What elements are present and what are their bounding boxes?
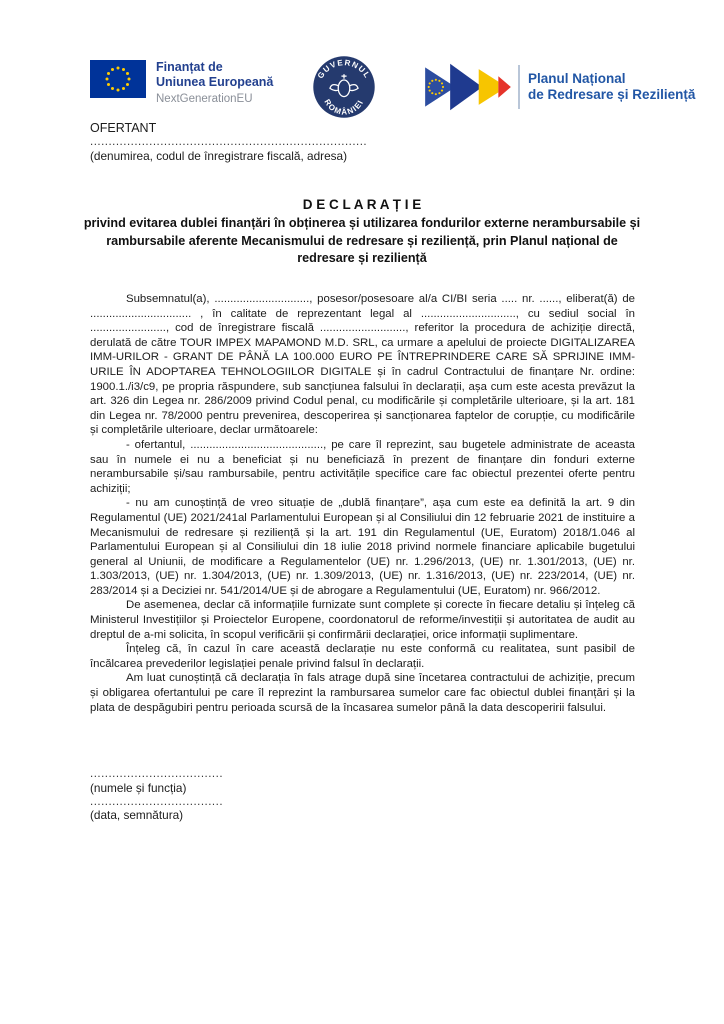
government-of-romania-seal-icon [312, 55, 376, 119]
declaration-title: D E C L A R A Ț I E [302, 197, 422, 212]
pnrr-logo-line2: de Redresare și Reziliență [528, 87, 696, 102]
paragraph-dubla-finantare: - nu am cunoștință de vreo situație de „dublă finanțare”, așa cum este ea definită la art. 9 din Regulamentul (UE) 2021/241al Parlamentului European și al Consiliului din 12 februarie 2021 de instituire a Mecanismului de redresare și reziliență și la art. 191 din Regulamentul (UE, Euratom) 2018/1.046 al Parlamentului European și al Consiliului din 18 iulie 2018 privind normele financiare aplicabile bugetului general al Uniunii, de modificare a Regulamentelor (UE) nr. 1.296/2013, (UE) nr. 1.301/2013, (UE) nr. 1.303/2013, (UE) nr. 1.304/2013, (UE) nr. 1.309/2013, (UE) nr. 1.316/2013, (UE) nr. 223/2014, (UE) nr. 283/2014 și a Deciziei nr. 541/2014/UE și de abrogare a Regulamentului (UE, Euratom) nr. 966/2012. [90, 497, 635, 597]
pnrr-arrows-icon [420, 62, 516, 112]
gov-seal-top-text: GUVERNUL [315, 58, 373, 81]
pnrr-logo-separator [518, 65, 520, 109]
signature-name-line: .................................... [90, 768, 224, 780]
paragraph-subsemnatul: Subsemnatul(a), .............................., posesor/posesoare al/a CI/BI seria ..... nr. ......, eliberat(ă) de ................................ , în calitate de reprezentant legal al .............................., cu sediul social în ........................, cod de înregistrare fiscală ..........................., referitor la procedura de achiziție directă, derulată de către TOUR IMPEX MAPAMOND M.D. SRL, ca urmare a apelului de proiecte DIGITALIZAREA IMM-URILOR - GRANT DE PÂNĂ LA 100.000 EURO PE ÎNTREPRINDERE CARE SĂ SPRIJINE IMM-URILE ÎN ADOPTAREA TEHNOLOGIILOR DIGITALE și în cadrul Contractului de finanțare Nr. ordine: 1900.1./i3/c9, pe propria răspundere, sub sancțiunea falsului în declarații, așa cum este acesta prevăzut la art. 326 din Legea nr. 286/2009 privind Codul penal, cu modificările și completările ulterioare, și la art. 181 din Legea nr. 78/2000 pentru prevenirea, descoperirea și sancționarea faptelor de corupție, cu modificările și completările ulterioare, declar următoarele: [90, 293, 635, 437]
signature-date-line: .................................... [90, 795, 224, 808]
paragraph-am-luat-cunostinta: Am luat cunoștință că declarația în fals atrage după sine încetarea contractului de achiziție, precum și obligarea ofertantului pe care îl reprezint la rambursarea sumelor care fac obiectul dublei finanțări și la plata de despăgubiri pentru perioada scursă de la încasarea sumelor până la data descoperirii falsului. [90, 672, 635, 714]
pnrr-logo-line1: Planul Național [528, 71, 626, 86]
eu-logo-line2: Uniunea Europeană [156, 75, 274, 89]
eu-flag-icon [90, 60, 146, 98]
paragraph-inteleg: Înțeleg că, în cazul în care această declarație nu este conformă cu realitatea, sunt pasibil de încălcarea prevederilor legislației penale privind falsul în declarații. [90, 643, 635, 670]
eu-logo-line1: Finanțat de [156, 60, 223, 74]
ofertant-dotted-line: ........................................................................... [90, 136, 368, 148]
paragraph-ofertantul: - ofertantul, .........................................., pe care îl reprezint, sau bugetele administrate de aceasta sau în numele ei nu a beneficiat și nu beneficiază în prezent de finanțare din fonduri externe nerambursabile și/sau rambursabile, pentru activitățile specifice care fac obiectul prezentei oferte pentru achiziții; [90, 438, 635, 495]
paragraph-de-asemenea: De asemenea, declar că informațiile furnizate sunt complete și corecte în fiecare detaliu și înțeleg că Ministerul Investițiilor și Proiectelor Europene, coordonatorul de reforme/investiții și autoritatea de audit au dreptul de a-mi solicita, în scopul verificării și confirmării declarației, orice informații suplimentare. [90, 599, 635, 641]
eu-logo-line3: NextGenerationEU [156, 93, 253, 105]
ofertant-caption: (denumirea, codul de înregistrare fiscală, adresa) [90, 149, 348, 163]
declaration-subtitle: privind evitarea dublei finanțări în obținerea și utilizarea fondurilor externe nerambursabile și rambursabile aferente Mecanismului de redresare și reziliență, prin Planul național de redresare și reziliență [83, 216, 641, 265]
signature-block [90, 768, 223, 823]
ofertant-label: OFERTANT [90, 121, 157, 135]
declaration-body [90, 292, 635, 715]
eu-funded-logo [90, 60, 273, 107]
eu-logo-text [156, 60, 273, 107]
signature-name-caption: (numele și funcția) [90, 780, 187, 795]
pnrr-logo [420, 62, 695, 112]
gov-seal-bottom-text: ROMÂNIEI [322, 97, 366, 117]
document-header [0, 55, 724, 125]
signature-date-caption: (data, semnătura) [90, 808, 184, 823]
ofertant-block [90, 121, 367, 163]
pnrr-logo-text [528, 71, 695, 103]
